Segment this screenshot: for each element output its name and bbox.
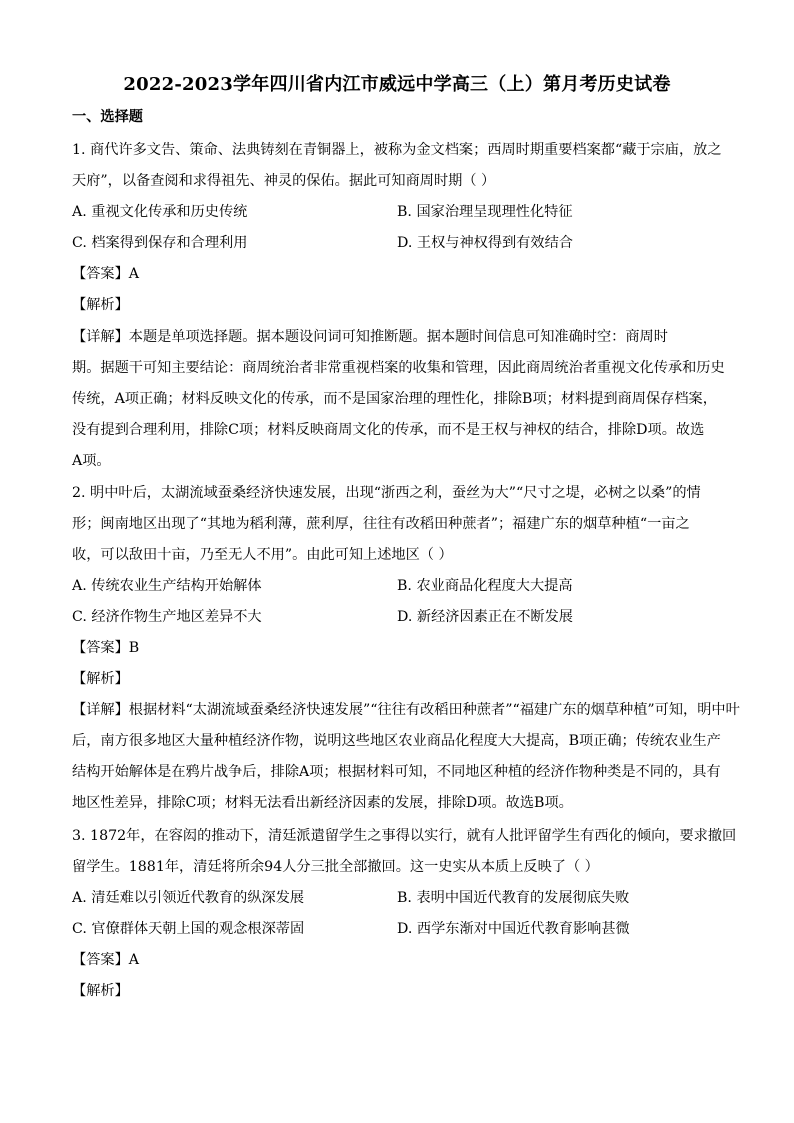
q3-stem-line: 3. 1872年，在容闳的推动下，清廷派遣留学生之事得以实行，就有人批评留学生有西化的倾向，要求撤回 [72, 828, 737, 844]
q1-option-a: A. 重视文化传承和历史传统 [72, 204, 248, 220]
q1-detail-line: 传统，A项正确；材料反映文化的传承，而不是国家治理的理性化，排除B项；材料提到商周保存档案， [72, 391, 717, 407]
q1-option-d: D. 王权与神权得到有效结合 [397, 235, 573, 251]
q2-analysis-label: 【解析】 [72, 671, 129, 687]
q1-stem-line: 1. 商代许多文告、策命、法典铸刻在青铜器上，被称为金文档案；西周时期重要档案都“藏于宗庙，放之 [72, 142, 722, 158]
q2-stem-line: 形；闽南地区出现了“其地为稻利薄，蔗利厚，往往有改稻田种蔗者”；福建广东的烟草种植“一亩之 [72, 516, 690, 532]
q1-detail-line: A项。 [72, 453, 111, 469]
q3-option-d: D. 西学东渐对中国近代教育影响甚微 [397, 921, 630, 937]
q3-answer: 【答案】A [72, 952, 139, 968]
q1-answer: 【答案】A [72, 266, 139, 282]
q1-detail-line: 期。据题干可知主要结论：商周统治者非常重视档案的收集和管理，因此商周统治者重视文化传承和历史 [72, 360, 725, 376]
q1-detail-line: 【详解】本题是单项选择题。据本题设问词可知推断题。据本题时间信息可知准确时空：商周时 [72, 329, 668, 345]
q3-stem-line: 留学生。1881年，清廷将所余94人分三批全部撤回。这一史实从本质上反映了（ ） [72, 859, 599, 875]
q1-option-b: B. 国家治理呈现理性化特征 [397, 204, 573, 220]
q1-stem-line: 天府”，以备查阅和求得祖先、神灵的保佑。据此可知商周时期（ ） [72, 173, 496, 189]
q2-detail-line: 后，南方很多地区大量种植经济作物，说明这些地区农业商品化程度大大提高，B项正确；传统农业生产 [72, 733, 721, 749]
q2-detail-line: 【详解】根据材料“太湖流域蚕桑经济快速发展”“往往有改稻田种蔗者”“福建广东的烟草种植”可知，明中叶 [72, 702, 740, 718]
q2-stem-line: 2. 明中叶后，太湖流域蚕桑经济快速发展，出现“浙西之利，蚕丝为大”“尺寸之堤，必树之以桑”的情 [72, 485, 701, 501]
q2-option-b: B. 农业商品化程度大大提高 [397, 578, 573, 594]
q3-option-b: B. 表明中国近代教育的发展彻底失败 [397, 890, 630, 906]
q3-option-c: C. 官僚群体天朝上国的观念根深蒂固 [72, 921, 305, 937]
page-title: 2022-2023学年四川省内江市威远中学高三（上）第月考历史试卷 [123, 74, 671, 95]
section-heading: 一、选择题 [72, 109, 143, 125]
q1-option-c: C. 档案得到保存和合理利用 [72, 235, 248, 251]
q1-detail-line: 没有提到合理利用，排除C项；材料反映商周文化的传承，而不是王权与神权的结合，排除D项。故选 [72, 422, 705, 438]
q2-answer: 【答案】B [72, 640, 140, 656]
q2-detail-line: 地区性差异，排除C项；材料无法看出新经济因素的发展，排除D项。故选B项。 [72, 795, 573, 811]
q2-option-d: D. 新经济因素正在不断发展 [397, 609, 573, 625]
q2-option-c: C. 经济作物生产地区差异不大 [72, 609, 262, 625]
q2-stem-line: 收，可以敌田十亩，乃至无人不用”。由此可知上述地区（ ） [72, 547, 453, 563]
q1-analysis-label: 【解析】 [72, 297, 129, 313]
q2-option-a: A. 传统农业生产结构开始解体 [72, 578, 262, 594]
q2-detail-line: 结构开始解体是在鸦片战争后，排除A项；根据材料可知，不同地区种植的经济作物种类是不同的，具有 [72, 764, 721, 780]
q3-option-a: A. 清廷难以引领近代教育的纵深发展 [72, 890, 305, 906]
q3-analysis-label: 【解析】 [72, 983, 129, 999]
